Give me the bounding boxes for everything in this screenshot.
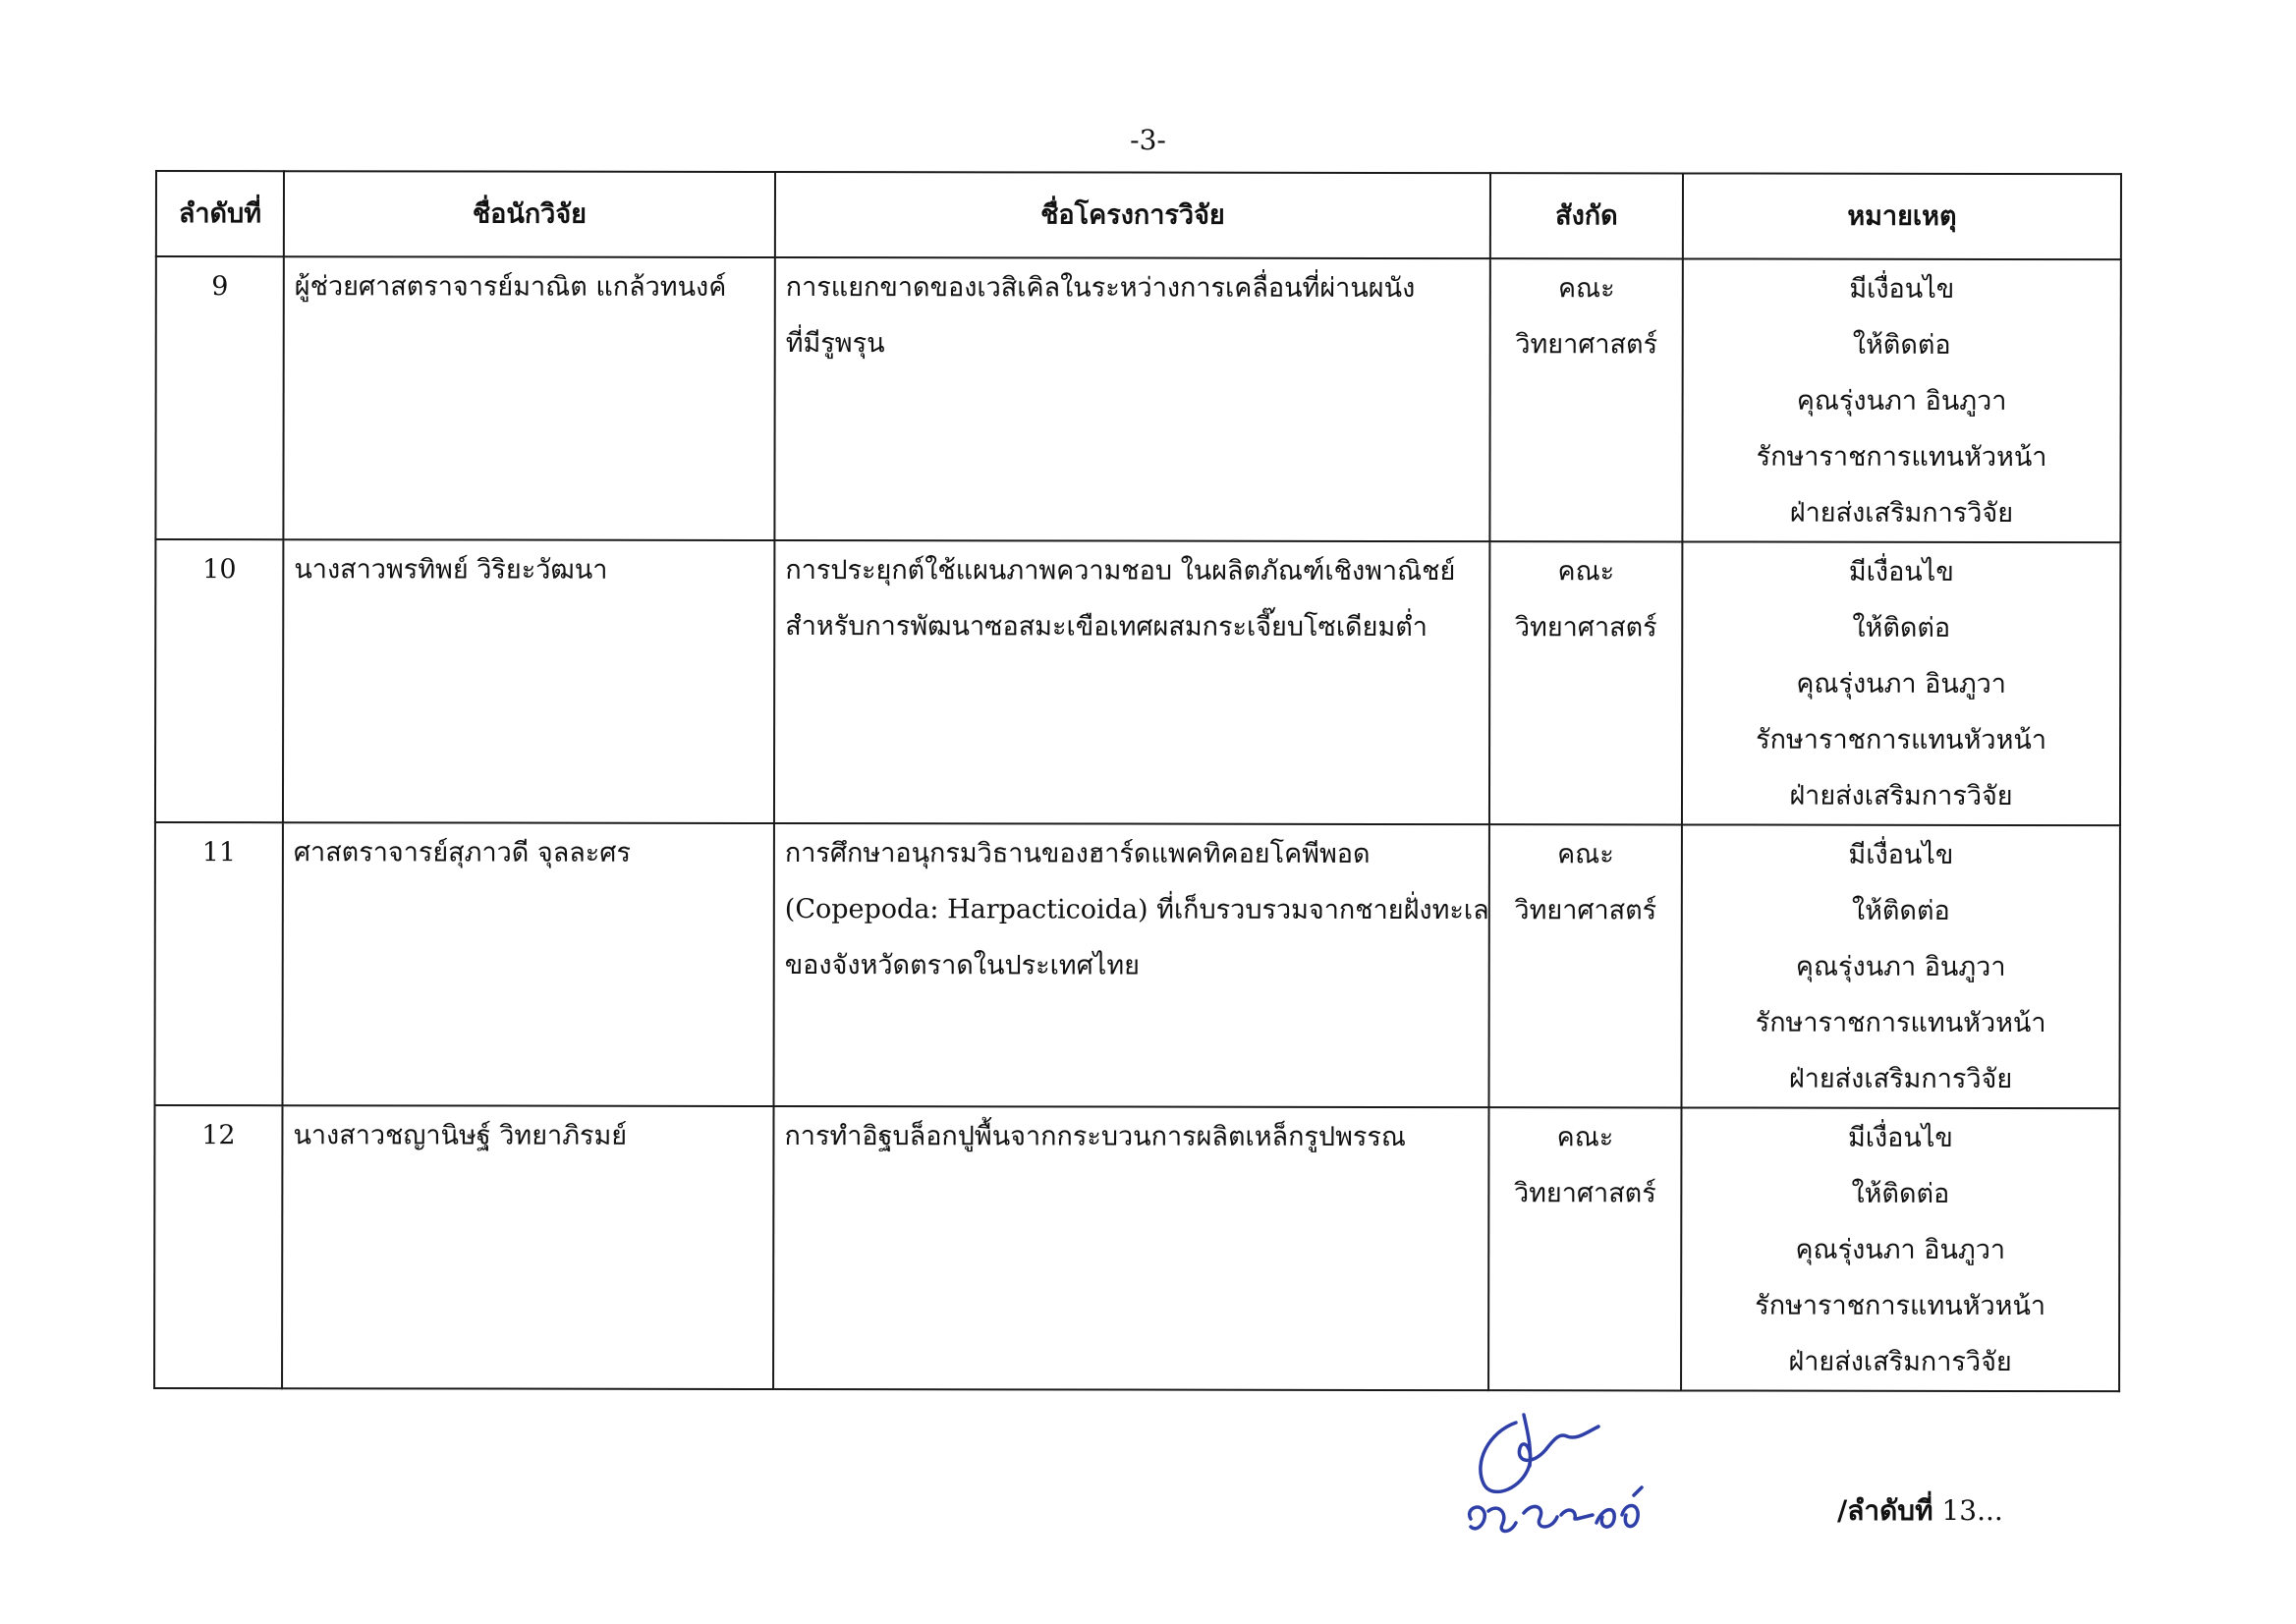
research-project-table — [153, 170, 2122, 1392]
signature-strokes — [1470, 1415, 1642, 1532]
project-line: ที่มีรูพรุน — [785, 328, 885, 360]
remark — [1682, 541, 2120, 825]
remark-line: คุณรุ่งนภา อินภูวา — [1795, 951, 2006, 982]
remark-line: ฝ่ายส่งเสริมการวิจัย — [1788, 1063, 2013, 1094]
table-row — [155, 256, 2120, 542]
affiliation-line: วิทยาศาสตร์ — [1515, 329, 1658, 361]
remark-line: ให้ติดต่อ — [1851, 1178, 1950, 1209]
affiliation — [1488, 1107, 1681, 1390]
project-line: การประยุกต์ใช้แผนภาพความชอบ ในผลิตภัณฑ์เชิงพาณิชย์ — [785, 555, 1456, 588]
remark-line: ฝ่ายส่งเสริมการวิจัย — [1789, 497, 2014, 529]
header-remark: หมายเหตุ — [1683, 173, 2121, 259]
remark-line: รักษาราชการแทนหัวหน้า — [1756, 441, 2047, 474]
order-number: 10 — [155, 539, 283, 822]
table-row — [154, 1105, 2119, 1391]
remark-line: มีเงื่อนไข — [1848, 556, 1954, 588]
remark-line: คุณรุ่งนภา อินภูวา — [1796, 668, 2007, 700]
project-name — [773, 1106, 1488, 1390]
remark-line: ฝ่ายส่งเสริมการวิจัย — [1788, 1346, 2012, 1377]
affiliation-line: คณะ — [1557, 839, 1614, 870]
order-number: 9 — [155, 256, 283, 539]
researcher-name: ศาสตราจารย์สุภาวดี จุลละศร — [283, 822, 774, 1106]
continuation-value: 13... — [1941, 1494, 2003, 1527]
order-number: 12 — [154, 1105, 282, 1388]
remark — [1682, 824, 2120, 1108]
handwritten-signature — [1429, 1393, 1685, 1560]
remark-line: คุณรุ่งนภา อินภูวา — [1795, 1234, 2006, 1265]
project-name — [774, 823, 1489, 1107]
project-line: การแยกขาดของเวสิเคิลในระหว่างการเคลื่อนที่ผ่านผนัง — [785, 272, 1416, 305]
table-row — [155, 539, 2120, 825]
remark — [1682, 258, 2120, 542]
header-project-name: ชื่อโครงการวิจัย — [775, 172, 1490, 258]
remark-line: รักษาราชการแทนหัวหน้า — [1755, 1290, 2046, 1322]
project-line: การทำอิฐบล็อกปูพื้นจากกระบวนการผลิตเหล็กรูปพรรณ — [784, 1121, 1406, 1153]
project-line: ของจังหวัดตราดในประเทศไทย — [784, 950, 1140, 981]
remark — [1681, 1107, 2119, 1391]
remark-line: ให้ติดต่อ — [1852, 612, 1951, 644]
affiliation — [1489, 258, 1682, 541]
continuation-note — [1837, 1489, 2003, 1533]
project-name — [774, 257, 1489, 541]
continuation-label: /ลำดับที่ — [1837, 1494, 1933, 1527]
header-affiliation: สังกัด — [1490, 173, 1683, 258]
affiliation-line: วิทยาศาสตร์ — [1513, 1178, 1656, 1209]
remark-line: ฝ่ายส่งเสริมการวิจัย — [1789, 780, 2013, 812]
remark-line: มีเงื่อนไข — [1849, 273, 1955, 305]
table-row — [155, 822, 2120, 1108]
affiliation-line: วิทยาศาสตร์ — [1514, 612, 1657, 644]
remark-line: รักษาราชการแทนหัวหน้า — [1755, 1007, 2046, 1039]
project-line: สำหรับการพัฒนาซอสมะเขือเทศผสมกระเจี๊ยบโซเดียมต่ำ — [785, 611, 1428, 644]
page-number: -3- — [1130, 124, 1166, 156]
remark-line: ให้ติดต่อ — [1852, 329, 1951, 361]
researcher-name: ผู้ช่วยศาสตราจารย์มาณิต แกล้วทนงค์ — [283, 256, 774, 540]
remark-line: คุณรุ่งนภา อินภูวา — [1796, 385, 2007, 417]
header-researcher-name: ชื่อนักวิจัย — [284, 171, 775, 257]
affiliation-line: คณะ — [1556, 1122, 1614, 1153]
affiliation-line: คณะ — [1557, 273, 1615, 305]
remark-line: มีเงื่อนไข — [1847, 1122, 1953, 1153]
affiliation-line: คณะ — [1557, 556, 1615, 588]
header-order-number: ลำดับที่ — [156, 171, 284, 256]
project-name — [774, 540, 1489, 824]
project-line: การศึกษาอนุกรมวิธานของฮาร์ดแพคทิคอยโคพีพอด — [784, 838, 1371, 869]
remark-line: ให้ติดต่อ — [1851, 895, 1950, 926]
affiliation — [1489, 541, 1682, 824]
remark-line: รักษาราชการแทนหัวหน้า — [1756, 724, 2047, 756]
researcher-name: นางสาวชญานิษฐ์ วิทยาภิรมย์ — [282, 1105, 773, 1389]
affiliation — [1489, 824, 1682, 1107]
researcher-name: นางสาวพรทิพย์ วิริยะวัฒนา — [283, 539, 774, 823]
remark-line: มีเงื่อนไข — [1848, 839, 1954, 870]
affiliation-line: วิทยาศาสตร์ — [1514, 895, 1657, 926]
project-line: (Copepoda: Harpacticoida) ที่เก็บรวบรวมจากชายฝั่งทะเล — [784, 894, 1489, 926]
table-header-row — [156, 171, 2121, 259]
order-number: 11 — [155, 822, 283, 1105]
